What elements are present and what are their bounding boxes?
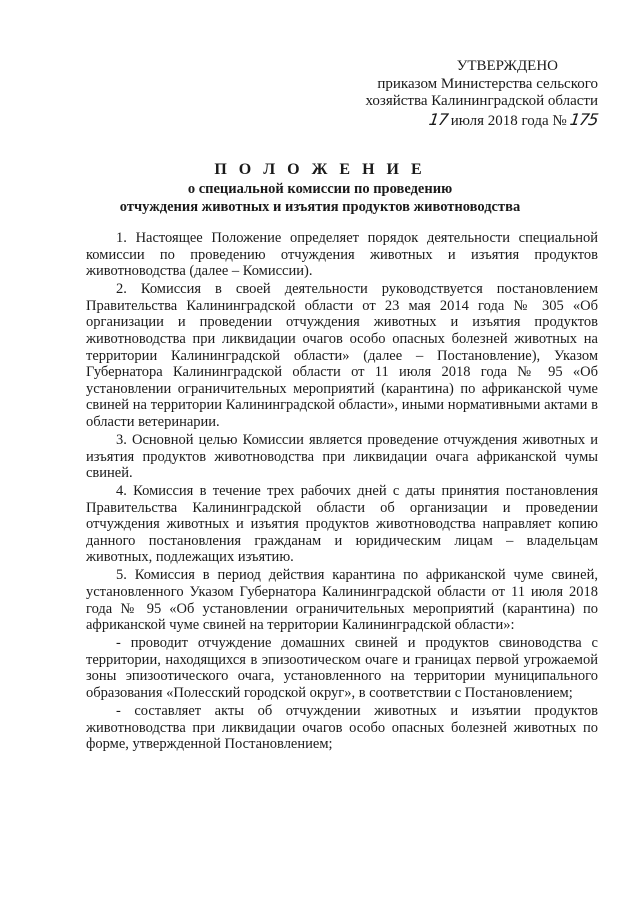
list-item-1: - проводит отчуждение домашних свиней и продуктов свиноводства с территории, находящихся в эпизоотическом очаге и границах первой угрожаемой зоны эпизоотического очага, установленного на территории муниципального образования «Полесский городской округ», в соответствии с Постановлением;	[86, 635, 598, 701]
document-title: П О Л О Ж Е Н И Е	[214, 161, 426, 178]
list-item-2: - составляет акты об отчуждении животных и изъятии продуктов животноводства при ликвидации очагов особо опасных болезней животных по форме, утвержденной Постановлением;	[86, 702, 598, 753]
document-title-block	[0, 160, 640, 216]
approval-date-text: июля 2018 года №	[450, 112, 567, 129]
approval-line-2: хозяйства Калининградской области	[365, 93, 598, 109]
approval-date-line	[338, 111, 598, 131]
handwritten-day: 17	[427, 109, 449, 129]
approval-block	[338, 58, 598, 130]
handwritten-order-number: 175	[569, 109, 600, 129]
document-subtitle-1: о специальной комиссии по проведению	[187, 181, 453, 197]
paragraph-2: 2. Комиссия в своей деятельности руководствуется постановлением Правительства Калининградской области от 23 мая 2014 года № 305 «Об организации и проведении отчуждения животных и изъятия продуктов животноводства при ликвидации очагов особо опасных болезней животных на территории Калининградской области» (далее – Постановление), Указом Губернатора Калининградской области от 11 июля 2018 года № 95 «Об установлении ограничительных мероприятий (карантина) по африканской чуме свиней на территории Калининградской области», иными нормативными актами в области ветеринарии.	[86, 281, 598, 430]
approval-heading: УТВЕРЖДЕНО	[456, 58, 558, 74]
approval-line-1: приказом Министерства сельского	[377, 75, 598, 92]
document-subtitle-2: отчуждения животных и изъятия продуктов животноводства	[119, 199, 521, 215]
paragraph-4: 4. Комиссия в течение трех рабочих дней с даты принятия постановления Правительства Калининградской области об организации и проведении отчуждения животных и изъятия продуктов животноводства направляет копию данного постановления гражданам и юридическим лицам – владельцам животных, подлежащих изъятию.	[86, 483, 598, 566]
paragraph-3: 3. Основной целью Комиссии является проведение отчуждения животных и изъятия продуктов животноводства при ликвидации очага африканской чумы свиней.	[86, 431, 598, 482]
document-body	[86, 230, 598, 754]
paragraph-1: 1. Настоящее Положение определяет порядок деятельности специальной комиссии по проведению отчуждения животных и изъятия продуктов животноводства (далее – Комиссии).	[86, 230, 598, 280]
paragraph-5: 5. Комиссия в период действия карантина по африканской чуме свиней, установленного Указом Губернатора Калининградской области от 11 июля 2018 года № 95 «Об установлении ограничительных мероприятий (карантина) по африканской чуме свиней на территории Калининградской области»:	[86, 567, 598, 634]
